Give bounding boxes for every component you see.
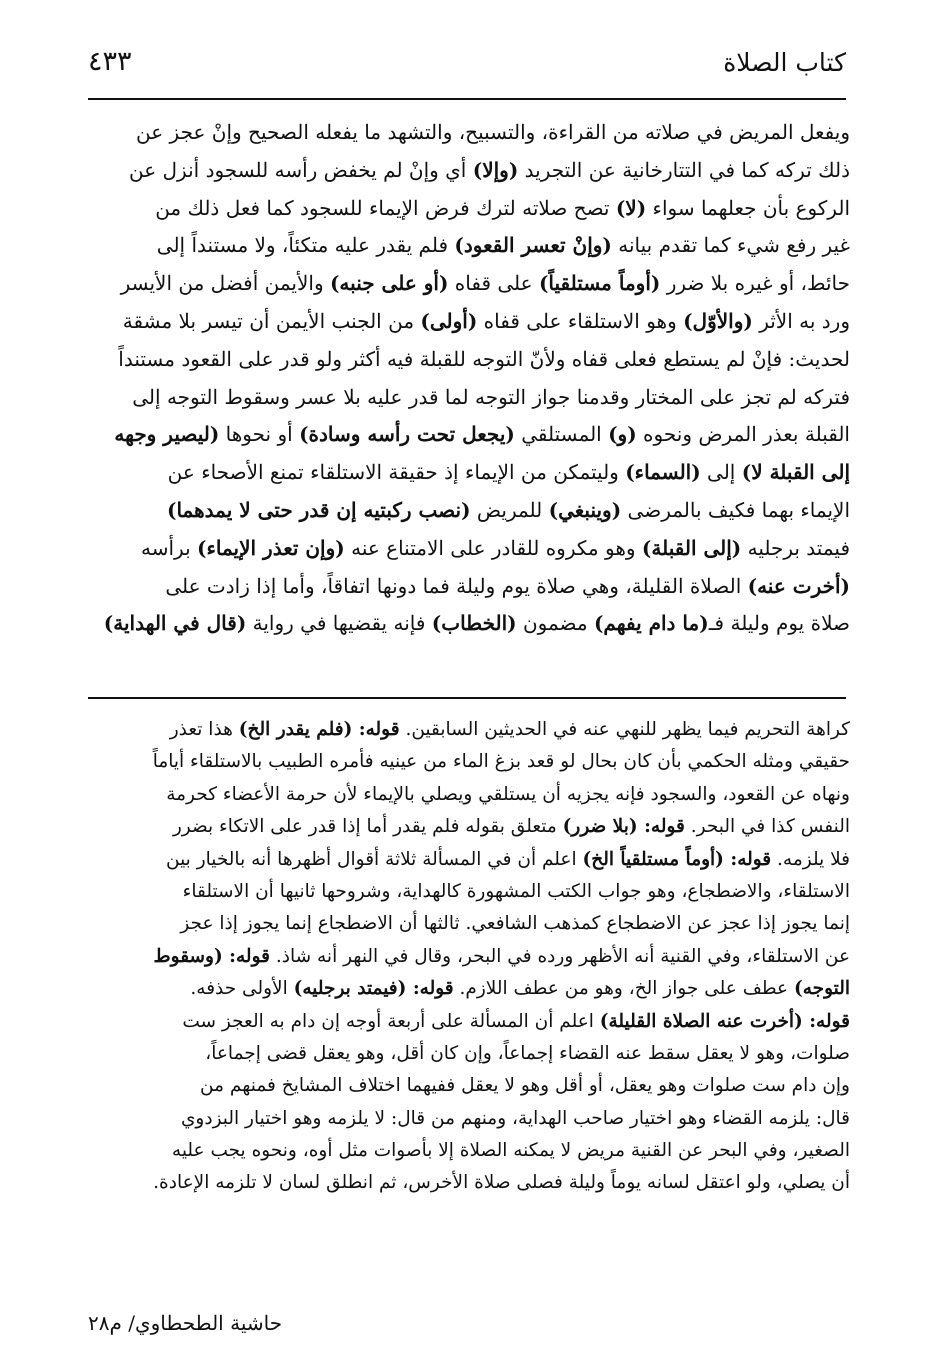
bold-term: قوله: (فيمتد برجليه) (293, 978, 454, 1000)
main-text-line (84, 303, 850, 341)
text-run: الركوع بأن جعلهما سواء (646, 195, 850, 220)
signature-mark: حاشية الطحطاوي/ م٢٨ (88, 1311, 283, 1335)
text-run: أو نحوها (219, 422, 300, 447)
bold-term: (ما دام يفهم) (593, 611, 709, 636)
text-run: فيمتد برجليه (741, 535, 850, 560)
text-run: مضمون (516, 611, 594, 636)
main-text-line (84, 114, 850, 152)
commentary-line (84, 1103, 850, 1135)
commentary-line (84, 941, 850, 973)
running-title: كتاب الصلاة (723, 48, 846, 77)
text-run: حائط، أو غيره بلا ضرر (660, 271, 850, 296)
text-run: للمريض (470, 497, 549, 522)
page-header (88, 40, 846, 90)
text-run: ونهاه عن القعود، والسجود فإنه يجزيه أن يستلقي ويصلي بالإيماء لأن حرمة الأعضاء كحرمة (166, 783, 850, 805)
text-run: الصلاة القليلة، وهي صلاة يوم وليلة فما دونها اتفاقاً، وأما إذا زادت على (165, 573, 748, 598)
bold-term: قوله: (وسقوط (153, 945, 270, 967)
text-run: هذا تعذر (169, 719, 239, 740)
bold-term: قوله: (أوماً مستلقياً الخ) (582, 848, 772, 870)
text-run: كراهة التحريم فيما يظهر للنهي عنه في الحديثين السابقين. (399, 719, 850, 740)
text-run: عن الاستلقاء، وفي القنية أنه الأظهر ورده في البحر، وقال في النهر أنه شاذ. (269, 945, 850, 967)
text-run: أن يصلي، ولو اعتقل لسانه يوماً وليلة فصلى صلاة الأخرس، ثم انطلق لسان لا تلزمه الإعادة. (153, 1172, 850, 1194)
text-run: المستلقي (514, 422, 609, 447)
main-text-line (84, 190, 850, 228)
text-run: الإيماء بهما فكيف بالمرضى (621, 497, 850, 522)
main-text-block (84, 114, 850, 643)
commentary-block (84, 714, 850, 1200)
text-run: فلم يقدر عليه متكئاً، ولا مستنداً إلى (156, 233, 455, 258)
text-run: الأولى حذفه. (190, 978, 294, 1000)
commentary-line (84, 1167, 850, 1199)
text-run: فإنه يقضيها في رواية (246, 611, 432, 636)
bold-term: (ليصير وجهه (114, 422, 220, 447)
bold-term: قوله: (بلا ضرر) (562, 816, 685, 838)
footnote-divider (88, 697, 846, 699)
bold-term: (أو على جنبه) (329, 271, 449, 296)
text-run: النفس كذا في البحر. (684, 816, 850, 838)
bold-term: قوله: (فلم يقدر الخ) (238, 719, 400, 740)
commentary-line (84, 876, 850, 908)
bold-term: (قال في الهداية) (103, 611, 247, 636)
text-run: إنما يجوز إذا عجز عن الاضطجاع كمذهب الشافعي. ثالثها أن الاضطجاع إنما يجوز إذا عجز (180, 913, 850, 935)
text-run: من الجنب الأيمن أن تيسر بلا مشقة (122, 308, 421, 333)
main-text-line (84, 265, 850, 303)
commentary-line (84, 1006, 850, 1038)
bold-term: (الخطاب) (431, 611, 517, 636)
bold-term: التوجه) (793, 978, 850, 1000)
text-run: وإن دام ست صلوات وهو يعقل، أو أقل وهو لا يعقل ففيهما اختلاف المشايخ فمنهم من (200, 1075, 850, 1097)
commentary-line (84, 779, 850, 811)
text-run: تصح صلاته لترك فرض الإيماء للسجود كما فعل ذلك من (155, 195, 616, 220)
page-number: ٤٣٣ (88, 46, 132, 77)
text-run: وهو الاستلقاء على قفاه (477, 308, 684, 333)
text-run: ورد به الأثر (752, 308, 850, 333)
text-run: فتركه لم تجز على المختار وقدمنا جواز التوجه لما قدر عليه بلا عسر وسقوط التوجه إلى (132, 384, 850, 409)
main-text-line (84, 416, 850, 454)
bold-term: قوله: (أخرت عنه الصلاة القليلة) (599, 1010, 850, 1032)
main-text-line (84, 492, 850, 530)
commentary-line (84, 908, 850, 940)
bold-term: (وإنْ تعسر القعود) (454, 233, 612, 258)
main-text-line (84, 530, 850, 568)
commentary-line (84, 714, 850, 746)
text-run: إلى (700, 460, 742, 485)
bold-term: (و) (608, 422, 637, 447)
main-text-line (84, 454, 850, 492)
bold-term: (أولى) (420, 308, 478, 333)
main-text-line (84, 379, 850, 417)
main-text-line (84, 605, 850, 643)
commentary-line (84, 1038, 850, 1070)
bold-term: (وينبغي) (548, 497, 622, 522)
bold-term: (وإن تعذر الإيماء) (197, 535, 345, 560)
main-text-line (84, 568, 850, 606)
text-run: متعلق بقوله فلم يقدر أما إذا قدر على الاتكاء بضرر (172, 816, 563, 838)
text-run: حقيقي ومثله الحكمي بأن كان بحال لو قعد بزغ الماء من عينيه فأمره الطبيب بالاستلقاء أياماً (152, 751, 850, 773)
text-run: قال: يلزمه القضاء وهو اختيار صاحب الهداية، ومنهم من قال: لا يلزمه وهو اختيار البزدوي (180, 1107, 850, 1129)
text-run: صلوات، وهو لا يعقل سقط عنه القضاء إجماعاً، وإن كان أقل، وهو يعقل قضى إجماعاً، (205, 1042, 850, 1064)
text-run: عطف على جواز الخ، وهو من عطف اللازم. (453, 978, 794, 1000)
text-run: ويفعل المريض في صلاته من القراءة، والتسبيح، والتشهد ما يفعله الصحيح وإنْ عجز عن (136, 120, 850, 144)
bold-term: (السماء) (625, 460, 701, 485)
text-run: الاستلقاء، والاضطجاع، وهو جواب الكتب المشهورة كالهداية، وشروحها ثانيها أن الاستلقاء (182, 880, 850, 902)
text-run: ذلك تركه كما في التتارخانية عن التجريد (518, 157, 850, 182)
bold-term: (إلى القبلة) (641, 535, 742, 560)
commentary-line (84, 973, 850, 1005)
main-text-line (84, 227, 850, 265)
text-run: اعلم أن في المسألة ثلاثة أقوال أظهرها أنه بالخيار بين (166, 848, 583, 870)
main-text-line (84, 341, 850, 379)
main-text-line (84, 152, 850, 190)
commentary-line (84, 1135, 850, 1167)
commentary-line (84, 746, 850, 778)
commentary-line (84, 1070, 850, 1102)
header-divider (88, 98, 846, 100)
text-run: على قفاه (448, 271, 539, 296)
bold-term: (وإلا) (472, 157, 519, 182)
bold-term: (لا) (615, 195, 647, 220)
commentary-line (84, 844, 850, 876)
bold-term: (أخرت عنه) (747, 573, 850, 598)
text-run: فلا يلزمه. (771, 848, 850, 870)
bold-term: إلى القبلة لا) (741, 460, 850, 485)
bold-term: (والأوّل) (683, 308, 753, 333)
text-run: الصغير، وفي البحر عن القنية مريض لا يمكنه الصلاة إلا بأصوات مثل أوه، ونحوه يجب عليه (171, 1140, 850, 1162)
text-run: غير رفع شيء كما تقدم بيانه (611, 233, 850, 258)
bold-term: (أوماً مستلقياً) (538, 271, 661, 296)
text-run: القبلة بعذر المرض ونحوه (636, 422, 850, 447)
commentary-line (84, 811, 850, 843)
text-run: برأسه (141, 535, 198, 560)
bold-term: (يجعل تحت رأسه وسادة) (299, 422, 515, 447)
text-run: والأيمن أفضل من الأيسر (120, 271, 330, 296)
text-run: اعلم أن المسألة على أربعة أوجه إن دام به العجز ست (182, 1010, 600, 1032)
text-run: وهو مكروه للقادر على الامتناع عنه (344, 535, 642, 560)
text-run: لحديث: فإنْ لم يستطع فعلى قفاه ولأنّ التوجه للقبلة فيه أكثر ولو قدر على القعود مستنداً (118, 346, 850, 371)
text-run: صلاة يوم وليلة فـ (708, 611, 850, 636)
bold-term: (نصب ركبتيه إن قدر حتى لا يمدهما) (167, 497, 471, 522)
text-run: وليتمكن من الإيماء إذ حقيقة الاستلقاء تمنع الأصحاء عن (167, 460, 626, 485)
text-run: أي وإنْ لم يخفض رأسه للسجود أنزل عن (129, 157, 473, 182)
